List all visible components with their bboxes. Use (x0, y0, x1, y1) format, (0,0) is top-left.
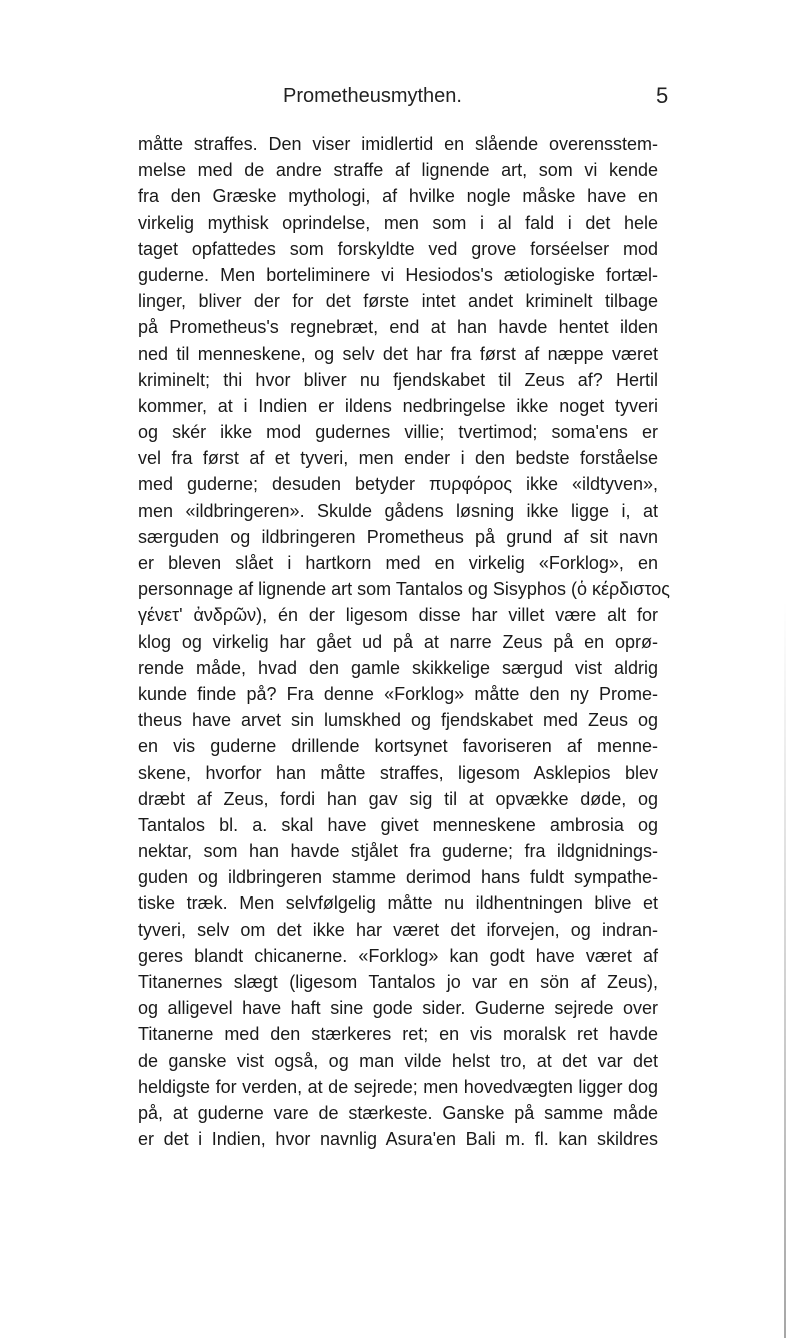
text-line: dræbt af Zeus, fordi han gav sig til at opvække døde, og (138, 788, 658, 809)
text-line: linger, bliver der for det første intet andet kriminelt tilbage (138, 291, 658, 312)
text-line: er det i Indien, hvor navnlig Asura'en Bali m. fl. kan skildres (138, 1129, 658, 1150)
text-line: geres blandt chicanerne. «Forklog» kan godt have været af (138, 945, 658, 966)
page-number: 5 (656, 83, 669, 108)
text-line: rende måde, hvad den gamle skikkelige særgud vist aldrig (138, 657, 658, 678)
text-line: tyveri, selv om det ikke har været det iforvejen, og indran- (138, 919, 658, 940)
text-line: med guderne; desuden betyder πυρφόρος ikke «ildtyven», (138, 474, 658, 495)
text-line: vel fra først af et tyveri, men ender i den bedste forståelse (138, 448, 658, 469)
text-line: guden og ildbringeren stamme derimod hans fuldt sympathe- (138, 867, 658, 888)
body-text (138, 131, 670, 1152)
text-line: theus have arvet sin lumskhed og fjendskabet med Zeus og (138, 710, 658, 731)
text-line: er bleven slået i hartkorn med en virkelig «Forklog», en (138, 553, 658, 573)
page-edge-shadow (784, 600, 786, 1338)
text-line: ned til menneskene, og selv det har fra først af næppe været (138, 343, 658, 364)
text-line: personnage af lignende art som Tantalos og Sisyphos (ὁ κέρδιστος (138, 579, 670, 600)
text-line: måtte straffes. Den viser imidlertid en slående overensstem- (138, 134, 658, 154)
text-line: særguden og ildbringeren Prometheus på grund af sit navn (138, 526, 658, 547)
text-line: Tantalos bl. a. skal have givet menneskene ambrosia og (138, 814, 658, 835)
text-line: melse med de andre straffe af lignende art, som vi kende (138, 160, 658, 181)
running-title: Prometheusmythen. (283, 85, 462, 107)
text-line: Titanernes slægt (ligesom Tantalos jo var en sön af Zeus), (138, 972, 658, 992)
text-line: på Prometheus's regnebræt, end at han havde hentet ilden (138, 317, 658, 338)
text-line: klog og virkelig har gået ud på at narre Zeus på en oprø- (138, 631, 658, 652)
text-line: og skér ikke mod gudernes villie; tvertimod; soma'ens er (138, 422, 658, 443)
text-line: γένετ' ἀνδρῶν), én der ligesom disse har villet være alt for (138, 605, 658, 626)
text-line: fra den Græske mythologi, af hvilke nogle måske have en (138, 186, 658, 207)
text-line: nektar, som han havde stjålet fra guderne; fra ildgnidnings- (138, 841, 658, 862)
text-line: tiske træk. Men selvfølgelig måtte nu ildhentningen blive et (138, 893, 658, 914)
text-line: en vis guderne drillende kortsynet favoriseren af menne- (138, 736, 658, 757)
text-line: heldigste for verden, at de sejrede; men hovedvægten ligger dog (138, 1076, 658, 1097)
text-line: på, at guderne vare de stærkeste. Ganske på samme måde (138, 1102, 658, 1123)
text-line: Titanerne med den stærkeres ret; en vis moralsk ret havde (138, 1024, 658, 1045)
text-line: taget opfattedes som forskyldte ved grove forséelser mod (138, 238, 658, 259)
text-line: skene, hvorfor han måtte straffes, ligesom Asklepios blev (138, 762, 658, 783)
text-line: kriminelt; thi hvor bliver nu fjendskabet til Zeus af? Hertil (138, 369, 658, 390)
text-line: kommer, at i Indien er ildens nedbringelse ikke noget tyveri (138, 395, 658, 416)
text-line: men «ildbringeren». Skulde gådens løsning ikke ligge i, at (138, 500, 658, 521)
text-line: guderne. Men borteliminere vi Hesiodos's ætiologiske fortæl- (138, 264, 658, 285)
text-line: kunde finde på? Fra denne «Forklog» måtte den ny Prome- (138, 683, 658, 704)
text-line: virkelig mythisk oprindelse, men som i al fald i det hele (138, 212, 658, 233)
text-line: de ganske vist også, og man vilde helst tro, at det var det (138, 1050, 658, 1071)
page-header (0, 83, 796, 113)
text-line: og alligevel have haft sine gode sider. Guderne sejrede over (138, 998, 658, 1019)
